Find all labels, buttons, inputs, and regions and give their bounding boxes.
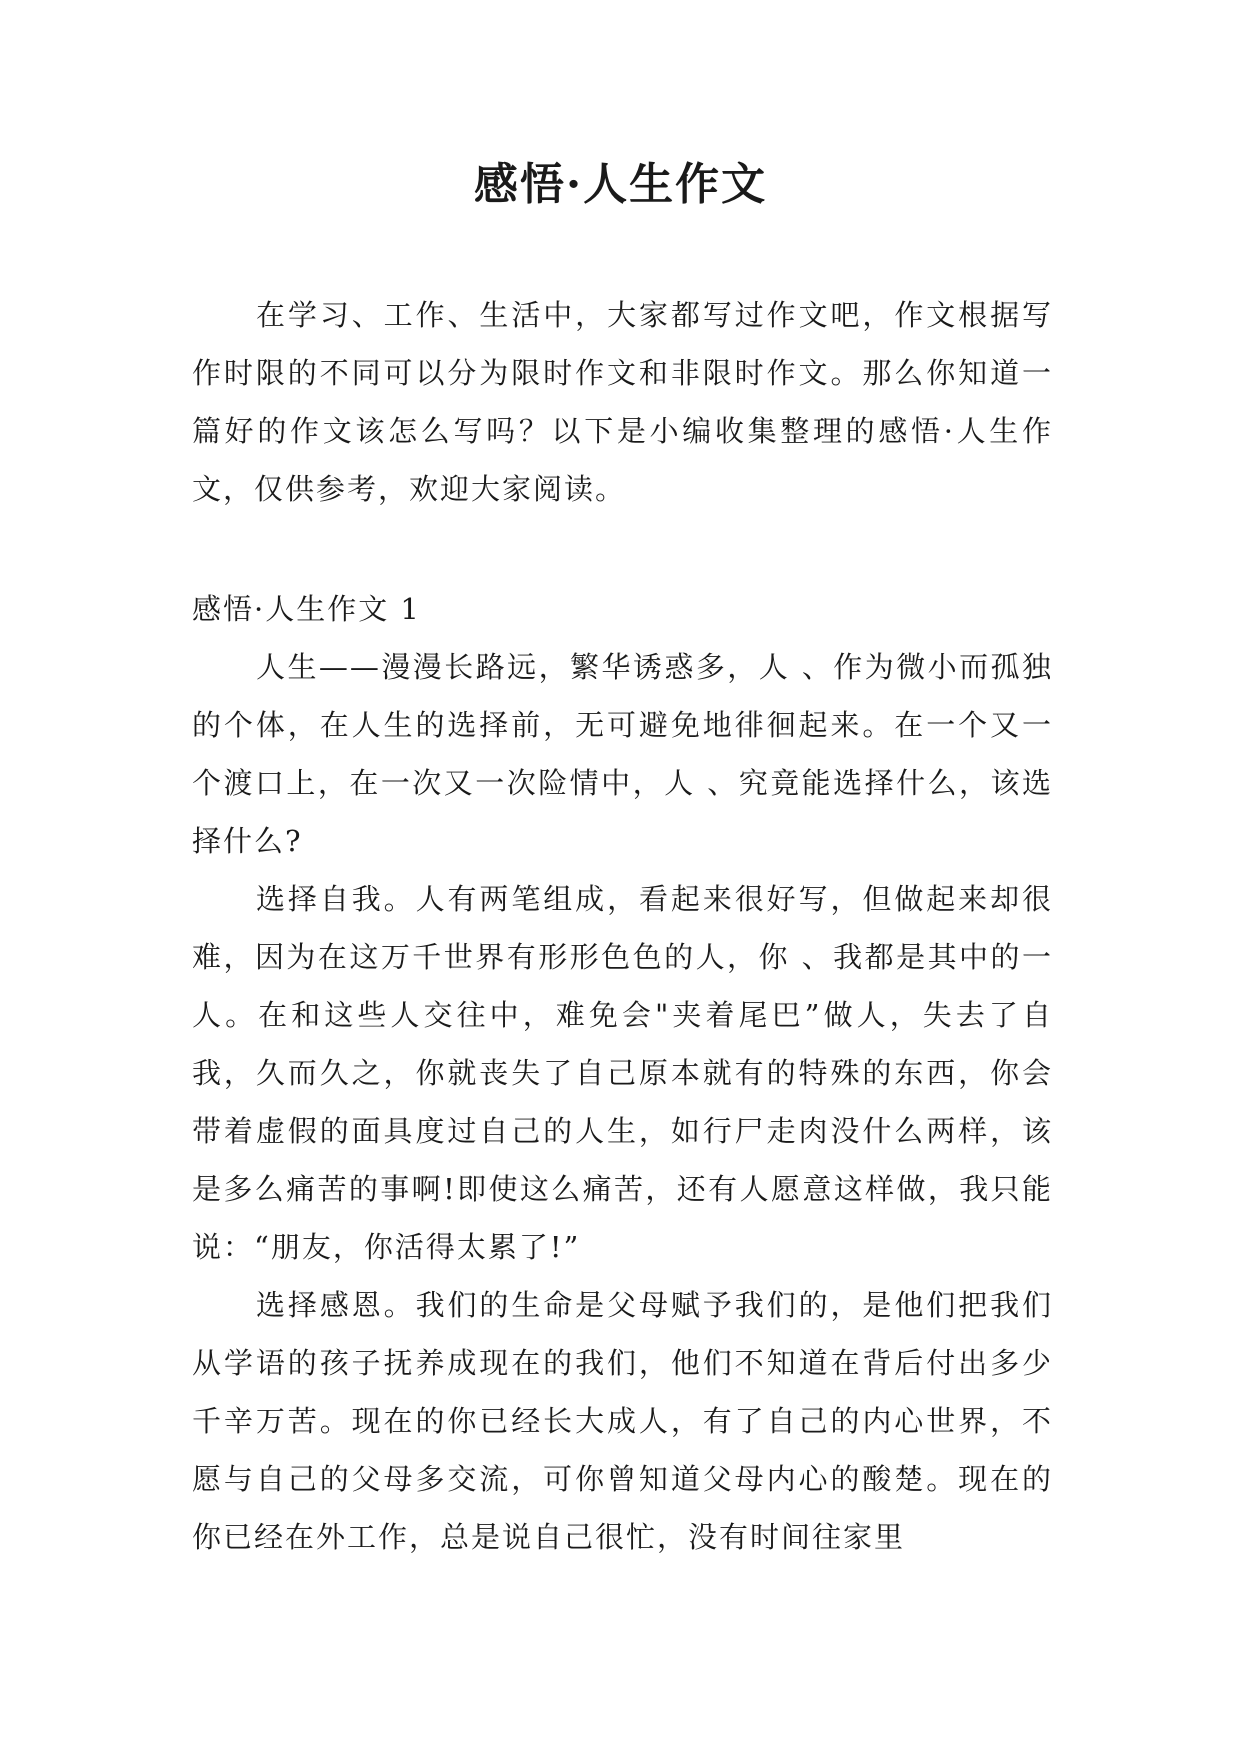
body-paragraph: 选择感恩。我们的生命是父母赋予我们的，是他们把我们从学语的孩子抚养成现在的我们，他们不知道在背后付出多少千辛万苦。现在的你已经长大成人，有了自己的内心世界，不愿与自己的父母多交流，可你曾知道父母内心的酸楚。现在的你已经在外工作，总是说自己很忙，没有时间往家里 [192,1288,1053,1554]
section-heading: 感悟·人生作文 1 [192,592,421,626]
document-title: 感悟·人生作文 [473,159,768,210]
body-paragraph: 选择自我。人有两笔组成，看起来很好写，但做起来却很难，因为在这万千世界有形形色色的人，你 、我都是其中的一人。在和这些人交往中，难免会"夹着尾巴”做人，失去了自我，久而久之，你就丧失了自己原本就有的特殊的东西，你会带着虚假的面具度过自己的人生，如行尸走肉没什么两样，该是多么痛苦的事啊!即使这么痛苦，还有人愿意这样做，我只能说：“朋友，你活得太累了!” [192,882,1053,1264]
body-paragraph: 人生——漫漫长路远，繁华诱惑多，人 、作为微小而孤独的个体，在人生的选择前，无可避免地徘徊起来。在一个又一个渡口上，在一次又一次险情中，人 、究竟能选择什么，该选择什么? [192,650,1053,858]
intro-paragraph: 在学习、工作、生活中，大家都写过作文吧，作文根据写作时限的不同可以分为限时作文和非限时作文。那么你知道一篇好的作文该怎么写吗？以下是小编收集整理的感悟·人生作文，仅供参考，欢迎大家阅读。 [192,298,1053,506]
